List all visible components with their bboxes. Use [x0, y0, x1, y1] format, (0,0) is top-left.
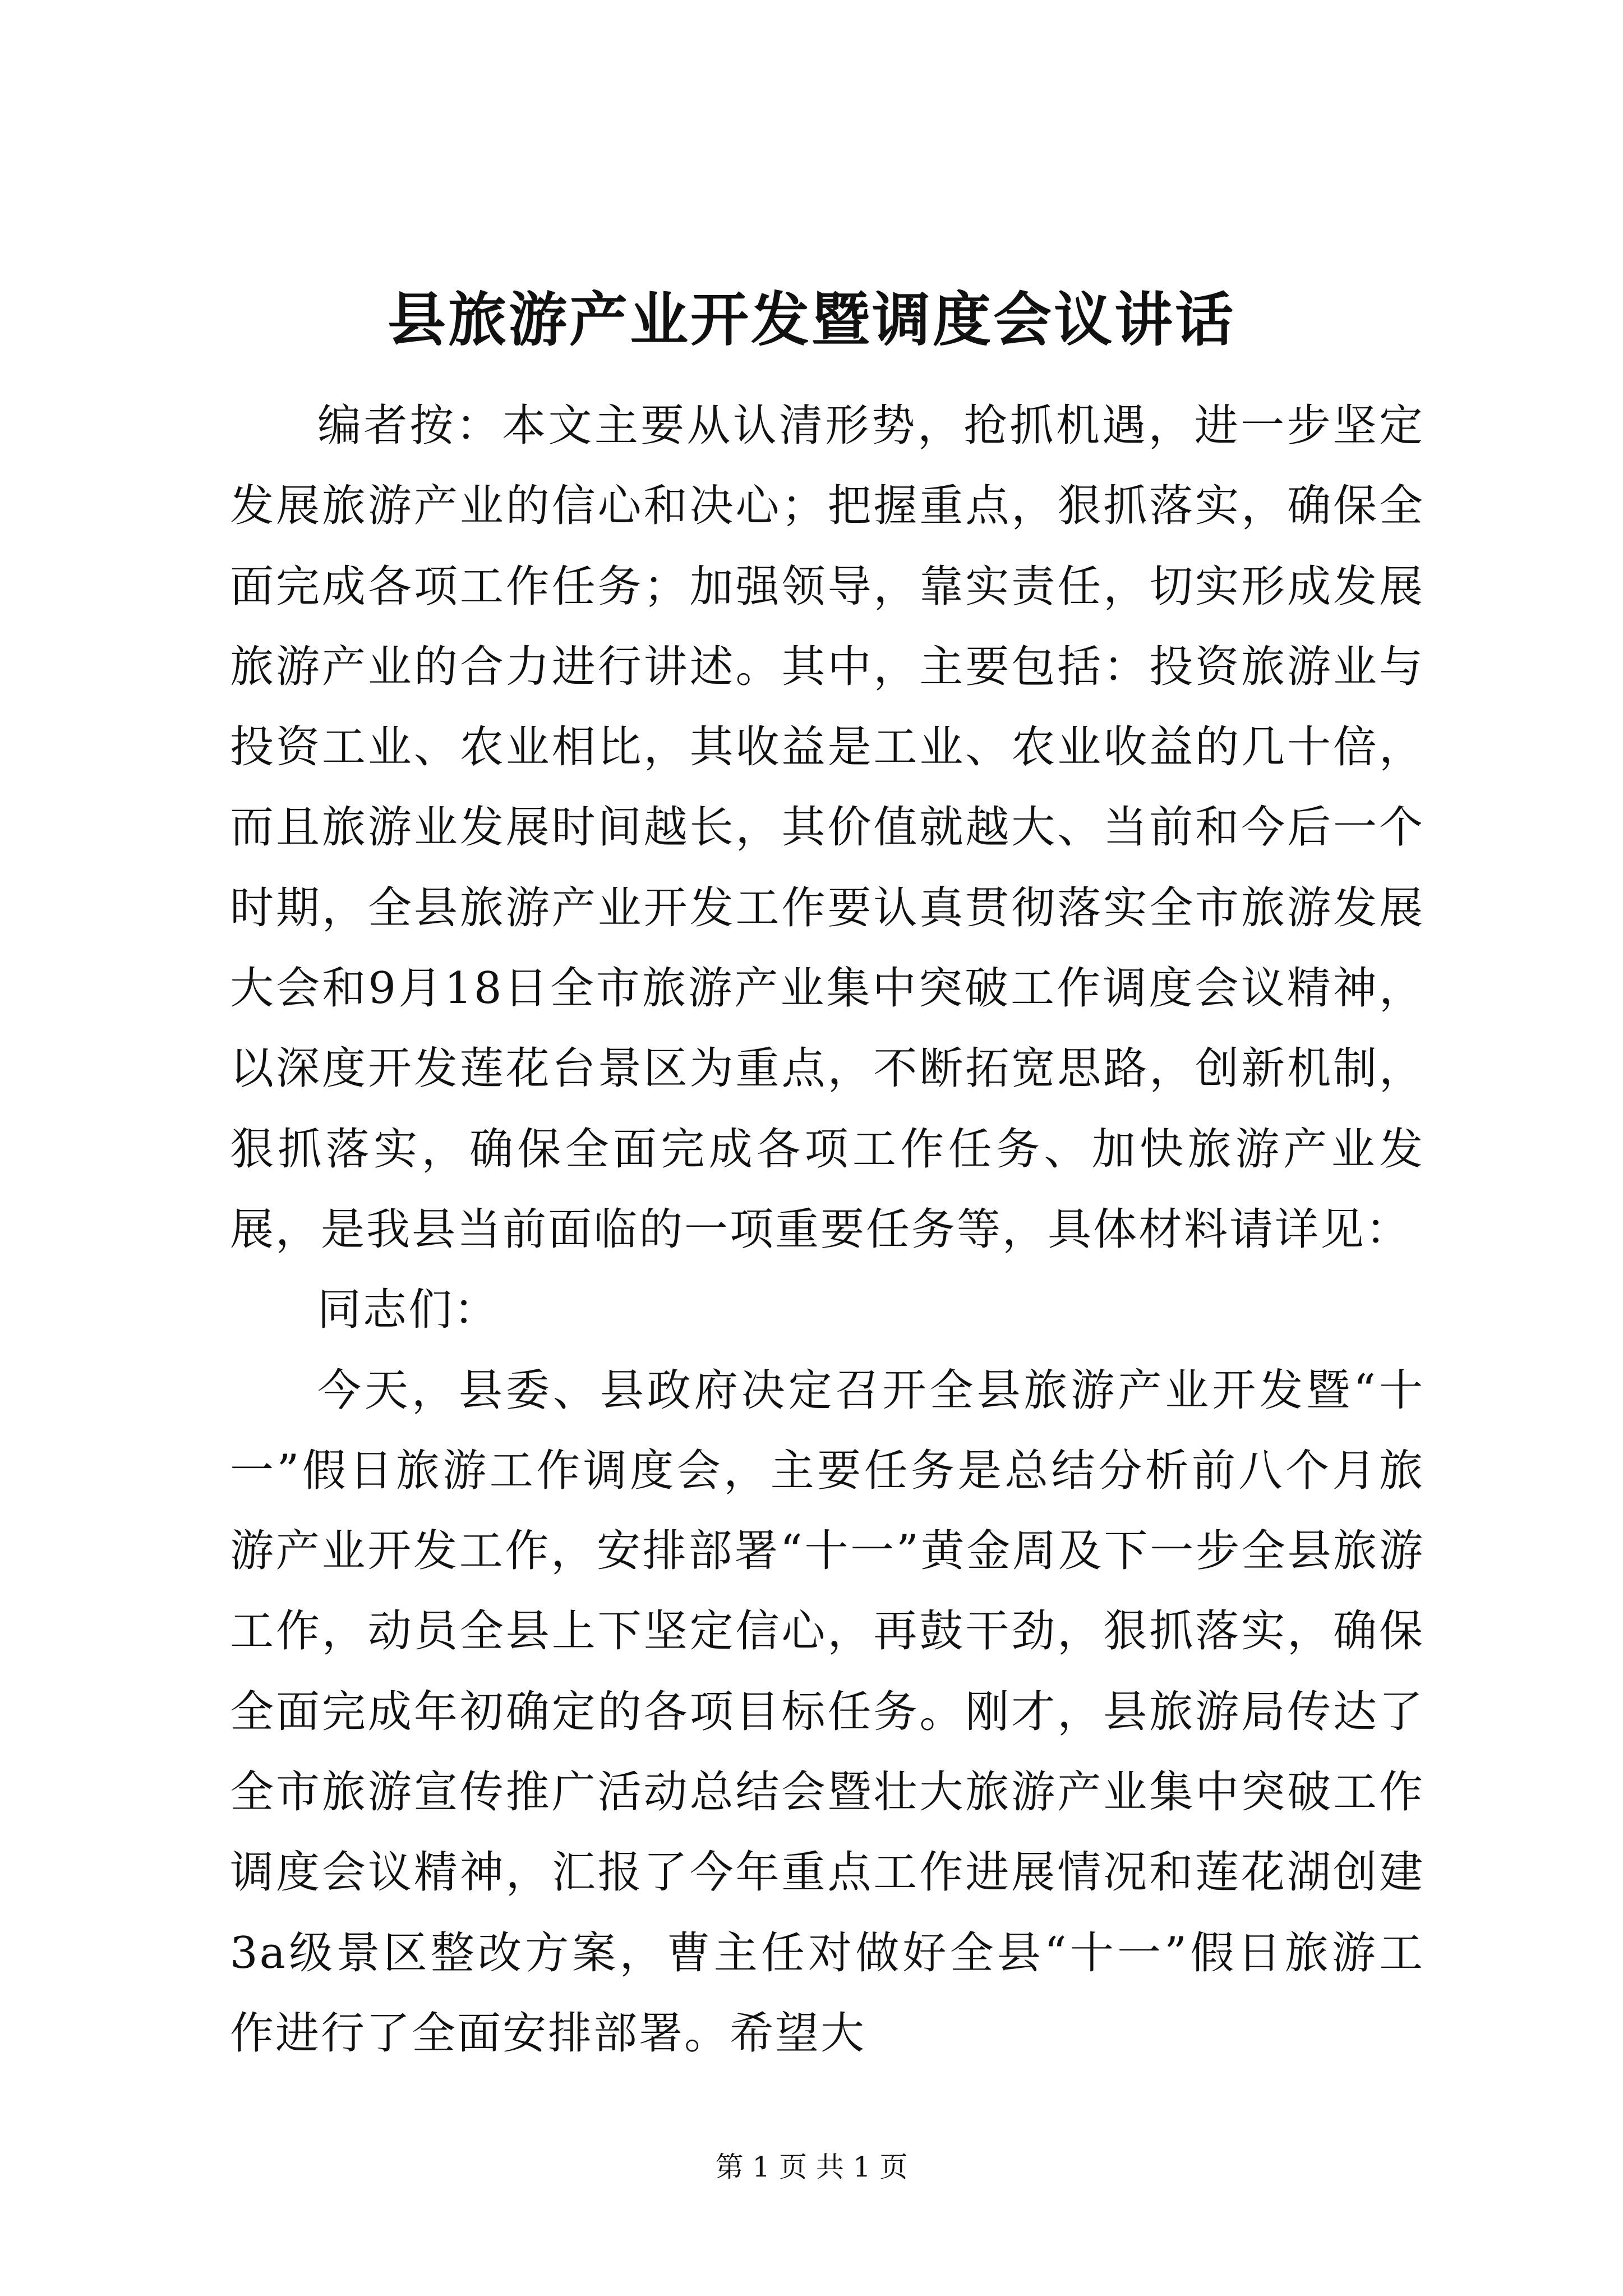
- salutation-paragraph: 同志们：: [317, 1285, 500, 1336]
- page-footer: 第 1 页 共 1 页: [715, 2151, 908, 2183]
- document-body: [230, 386, 1424, 2074]
- document-title: 县旅游产业开发暨调度会议讲话: [387, 285, 1235, 354]
- editor-note-paragraph: 编者按：本文主要从认清形势，抢抓机遇，进一步坚定发展旅游产业的信心和决心；把握重点，狠抓落实，确保全面完成各项工作任务；加强领导，靠实责任，切实形成发展旅游产业的合力进行讲述。其中，主要包括：投资旅游业与投资工业、农业相比，其收益是工业、农业收益的几十倍，而且旅游业发展时间越长，其价值就越大、当前和今后一个时期，全县旅游产业开发工作要认真贯彻落实全市旅游发展大会和9月18日全市旅游产业集中突破工作调度会议精神，以深度开发莲花台景区为重点，不断拓宽思路，创新机制，狠抓落实，确保全面完成各项工作任务、加快旅游产业发展，是我县当前面临的一项重要任务等，具体材料请详见：: [230, 401, 1424, 1255]
- speech-paragraph: 今天，县委、县政府决定召开全县旅游产业开发暨“十一”假日旅游工作调度会，主要任务是总结分析前八个月旅游产业开发工作，安排部署“十一”黄金周及下一步全县旅游工作，动员全县上下坚定信心，再鼓干劲，狠抓落实，确保全面完成年初确定的各项目标任务。刚才，县旅游局传达了全市旅游宣传推广活动总结会暨壮大旅游产业集中突破工作调度会议精神，汇报了今年重点工作进展情况和莲花湖创建3a级景区整改方案，曹主任对做好全县“十一”假日旅游工作进行了全面安排部署。希望大: [230, 1365, 1424, 2059]
